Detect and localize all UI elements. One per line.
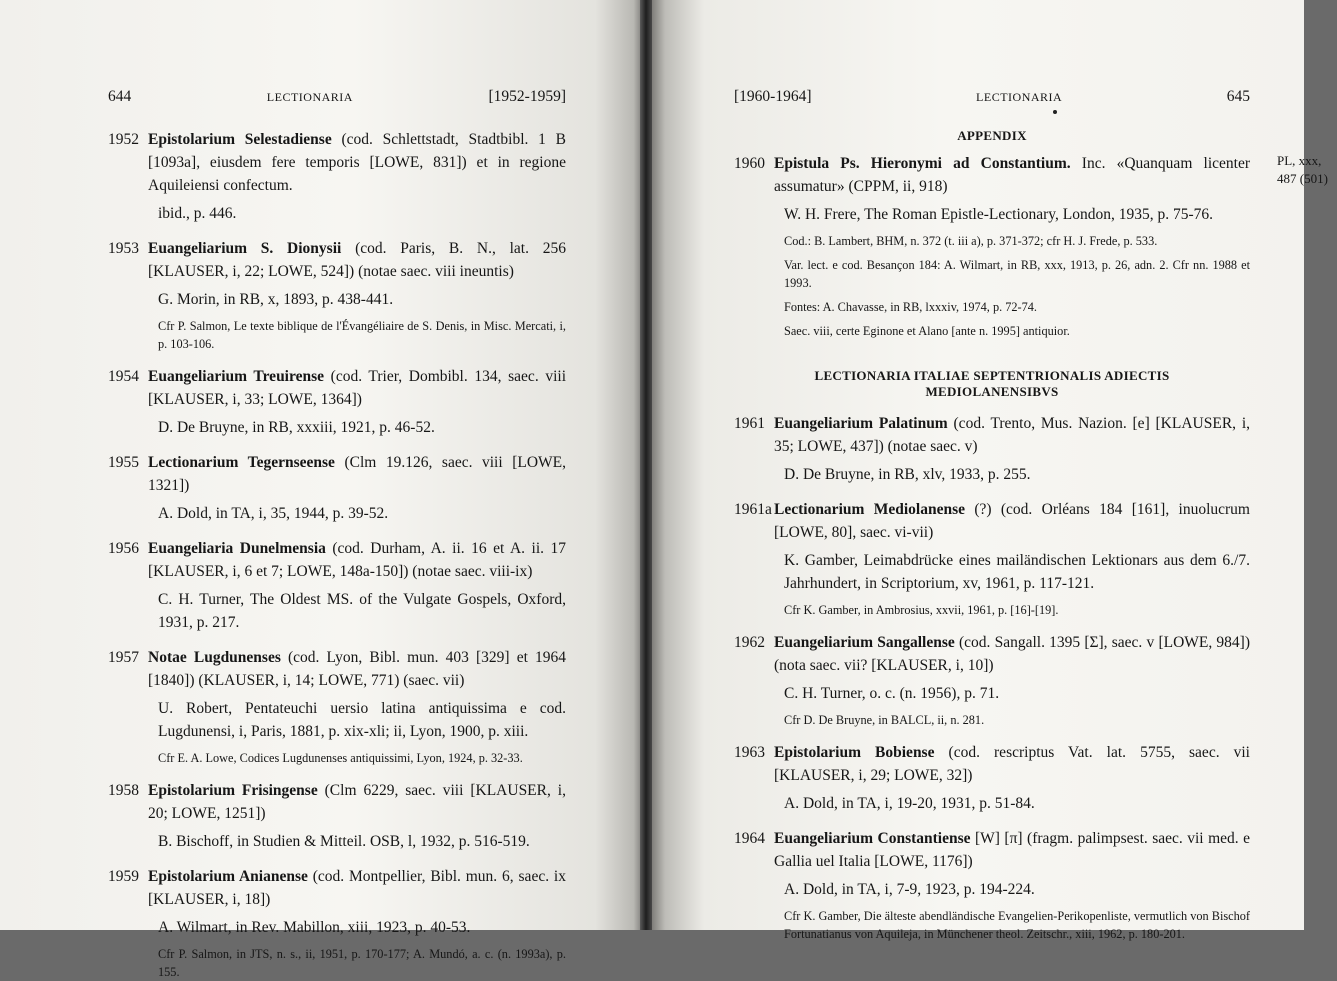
entry-note: Cfr P. Salmon, Le texte biblique de l'Évangéliaire de S. Denis, in Misc. Mercati, i, p. 103-106. [158,319,566,351]
entry-title-line [148,128,566,197]
entry-title: Epistolarium Bobiense [774,744,935,761]
entry-body [148,128,566,225]
entry-title: Notae Lugdunenses [148,649,281,666]
right-number-range: [1960-1964] [734,88,812,105]
entry-note: Cfr P. Salmon, in JTS, n. s., ii, 1951, p. 170-177; A. Mundó, a. c. (n. 1993a), p. 155. [158,947,566,979]
entry-1952 [108,128,566,225]
entry-body [148,537,566,634]
appendix-heading: APPENDIX [957,128,1027,143]
entry-note: Cfr K. Gamber, Die älteste abendländische Evangelien-Perikopenliste, vermutlich von Bischof Fortunatianus von Aquileja, in Münchener theol. Zeitschr., xiii, 1962, p. 180-201. [784,909,1250,941]
entry-title: Epistolarium Selestadiense [148,131,332,148]
entry-note: Var. lect. e cod. Besançon 184: A. Wilmart, in RB, xxx, 1913, p. 26, adn. 2. Cfr nn. 1988 et 1993. [784,258,1250,290]
entry-number: 1962 [734,634,765,651]
right-page [652,0,1328,941]
right-running-title: LECTIONARIA [976,90,1063,104]
entry-number: 1959 [108,868,139,885]
entry-bibliography: W. H. Frere, The Roman Epistle-Lectionary, London, 1935, p. 75-76. [784,206,1214,223]
entry-title: Euangeliarium Treuirense [148,368,325,385]
entry-bibliography: D. De Bruyne, in RB, xlv, 1933, p. 255. [784,466,1031,483]
entry-bibliography: D. De Bruyne, in RB, xxxiii, 1921, p. 46-52. [158,419,435,436]
entry-description: [W] [π] (fragm. palimpsest. saec. vii med. e Gallia uel Italia [LOWE, 1176]) [774,830,1250,870]
entry-1960 [734,152,1328,340]
entry-bibliography: ibid., p. 446. [158,205,237,222]
entry-note: Cfr K. Gamber, in Ambrosius, xxvii, 1961, p. [16]-[19]. [784,603,1059,617]
entry-description: (cod. Montpellier, Bibl. mun. 6, saec. ix [KLAUSER, i, 18]) [148,868,566,908]
entry-title: Euangeliarium Palatinum [774,415,948,432]
entry-1960 [734,152,1328,340]
entry-1962 [734,631,1250,729]
left-page-number: 644 [108,88,132,105]
entry-note: Cod.: B. Lambert, BHM, n. 372 (t. iii a), p. 371-372; cfr H. J. Frede, p. 533. [784,234,1158,248]
section-heading-line-1: LECTIONARIA ITALIAE SEPTENTRIONALIS ADIECTIS [814,368,1170,383]
entry-bibliography: U. Robert, Pentateuchi uersio latina antiquissima e cod. Lugdunensi, i, Paris, 1881, p. xix-xli; ii, Lyon, 1900, p. xiii. [158,700,566,740]
left-number-range: [1952-1959] [488,88,566,105]
entry-1958 [108,779,566,853]
entry-number: 1957 [108,649,139,666]
entry-description: (?) (cod. Orléans 184 [161], inuolucrum [LOWE, 80], saec. vi-vii) [774,501,1250,541]
entry-number: 1963 [734,744,765,761]
entry-description: Inc. «Quanquam licenter assumatur» (CPPM, ii, 918) [774,155,1250,195]
entry-note: Saec. viii, certe Eginone et Alano [ante n. 1995] antiquior. [784,324,1070,338]
entry-1959 [108,865,566,981]
entry-note: Fontes: A. Chavasse, in RB, lxxxiv, 1974, p. 72-74. [784,300,1037,314]
entry-number: 1954 [108,368,139,385]
entry-title-line [774,631,1250,677]
entry-1956 [108,537,566,634]
entry-title: Euangeliarium Sangallense [774,634,955,651]
entry-title: Lectionarium Tegernseense [148,454,335,471]
entry-bibliography: B. Bischoff, in Studien & Mitteil. OSB, l, 1932, p. 516-519. [158,833,530,850]
entry-bibliography: G. Morin, in RB, x, 1893, p. 438-441. [158,291,394,308]
entry-bibliography: C. H. Turner, o. c. (n. 1956), p. 71. [784,685,1000,702]
entry-1955 [108,451,566,525]
entry-1957 [108,646,566,767]
entry-bibliography: A. Dold, in TA, i, 19-20, 1931, p. 51-84. [784,795,1035,812]
entry-description: (cod. Durham, A. ii. 16 et A. ii. 17 [KLAUSER, i, 6 et 7; LOWE, 148a-150]) (notae saec. viii-ix) [148,540,566,580]
entry-number: 1961 [734,415,765,432]
entry-number: 1961a [734,501,772,518]
entry-title-line [774,498,1250,544]
ink-dot [1053,110,1057,114]
entry-description: (Clm 6229, saec. viii [KLAUSER, i, 20; LOWE, 1251]) [148,782,566,822]
entry-description: (cod. Schlettstadt, Stadtbibl. 1 B [1093a], eiusdem fere temporis [LOWE, 831]) et in regione Aquileiensi confectum. [148,131,566,194]
book-gutter [640,0,652,930]
entry-note: Cfr E. A. Lowe, Codices Lugdunenses antiquissimi, Lyon, 1924, p. 32-33. [158,751,523,765]
entry-number: 1953 [108,240,139,257]
right-entry-list [734,412,1250,943]
entry-number: 1958 [108,782,139,799]
entry-1954 [108,365,566,439]
entry-number: 1956 [108,540,139,557]
right-page-number: 645 [1226,88,1250,105]
entry-title-line [148,451,566,497]
entry-title-line [774,412,1250,458]
entry-title-line [148,237,566,283]
entry-1963 [734,741,1250,815]
entry-title: Epistolarium Anianense [148,868,308,885]
entry-1964 [734,827,1250,943]
entry-description: (cod. Sangall. 1395 [Σ], saec. v [LOWE, 984]) (nota saec. vii? [KLAUSER, i, 10]) [774,634,1251,674]
left-running-title: LECTIONARIA [266,90,353,104]
entry-number: 1955 [108,454,139,471]
entry-1953 [108,237,566,353]
entry-1961 [734,412,1250,486]
entry-title-line [774,741,1250,787]
entry-title-line [774,827,1250,873]
entry-description: (cod. Paris, B. N., lat. 256 [KLAUSER, i, 22; LOWE, 524]) (notae saec. viii ineuntis) [148,240,566,280]
entry-body [148,451,566,525]
entry-body [774,741,1250,815]
entry-bibliography: A. Dold, in TA, i, 35, 1944, p. 39-52. [158,505,389,522]
entry-body [774,498,1250,619]
entry-body [774,827,1250,943]
entry-title: Euangeliarium Constantiense [774,830,971,847]
entry-body [148,365,566,439]
entry-description: (Clm 19.126, saec. viii [LOWE, 1321]) [148,454,567,494]
entry-number: 1960 [734,155,765,172]
entry-description: (cod. Trier, Dombibl. 134, saec. viii [KLAUSER, i, 33; LOWE, 1364]) [148,368,566,408]
entry-body [148,865,566,981]
entry-title: Lectionarium Mediolanense [774,501,966,518]
entry-bibliography: K. Gamber, Leimabdrücke eines mailändischen Lektionars aus dem 6./7. Jahrhundert, in Scriptorium, xv, 1961, p. 117-121. [784,552,1250,592]
entry-bibliography: C. H. Turner, The Oldest MS. of the Vulgate Gospels, Oxford, 1931, p. 217. [158,591,566,631]
section-heading-line-2: MEDIOLANENSIBVS [925,384,1059,399]
entry-description: (cod. Trento, Mus. Nazion. [e] [KLAUSER, i, 35; LOWE, 437]) (notae saec. v) [774,415,1250,455]
entry-title-line [148,779,566,825]
entry-title: Epistula Ps. Hieronymi ad Constantium. [774,155,1071,172]
entry-title-line [148,537,566,583]
entry-body [774,631,1250,729]
left-page [0,0,640,979]
entry-body [148,237,566,353]
patrologia-reference: PL, xxx, 487 (501) [1277,153,1328,186]
entry-number: 1952 [108,131,139,148]
entry-title: Epistolarium Frisingense [148,782,318,799]
left-entry-list [108,128,566,981]
entry-body [774,152,1250,340]
entry-description: (cod. rescriptus Vat. lat. 5755, saec. vii [KLAUSER, i, 29; LOWE, 32]) [774,744,1250,784]
entry-title-line [148,646,566,692]
entry-description: (cod. Lyon, Bibl. mun. 403 [329] et 1964 [1840]) (KLAUSER, i, 14; LOWE, 771) (saec. vii) [148,649,567,689]
right-running-header [734,88,1250,106]
entry-title: Euangeliaria Dunelmensia [148,540,326,557]
entry-title: Euangeliarium S. Dionysii [148,240,342,257]
entry-body [148,646,566,767]
entry-bibliography: A. Wilmart, in Rev. Mabillon, xiii, 1923, p. 40-53. [158,919,471,936]
entry-title-line [774,152,1250,198]
entry-bibliography: A. Dold, in TA, i, 7-9, 1923, p. 194-224. [784,881,1035,898]
entry-note: Cfr D. De Bruyne, in BALCL, ii, n. 281. [784,713,985,727]
entry-1961a [734,498,1250,619]
entry-body [148,779,566,853]
entry-number: 1964 [734,830,765,847]
entry-body [774,412,1250,486]
entry-title-line [148,365,566,411]
left-running-header [108,88,566,106]
entry-title-line [148,865,566,911]
